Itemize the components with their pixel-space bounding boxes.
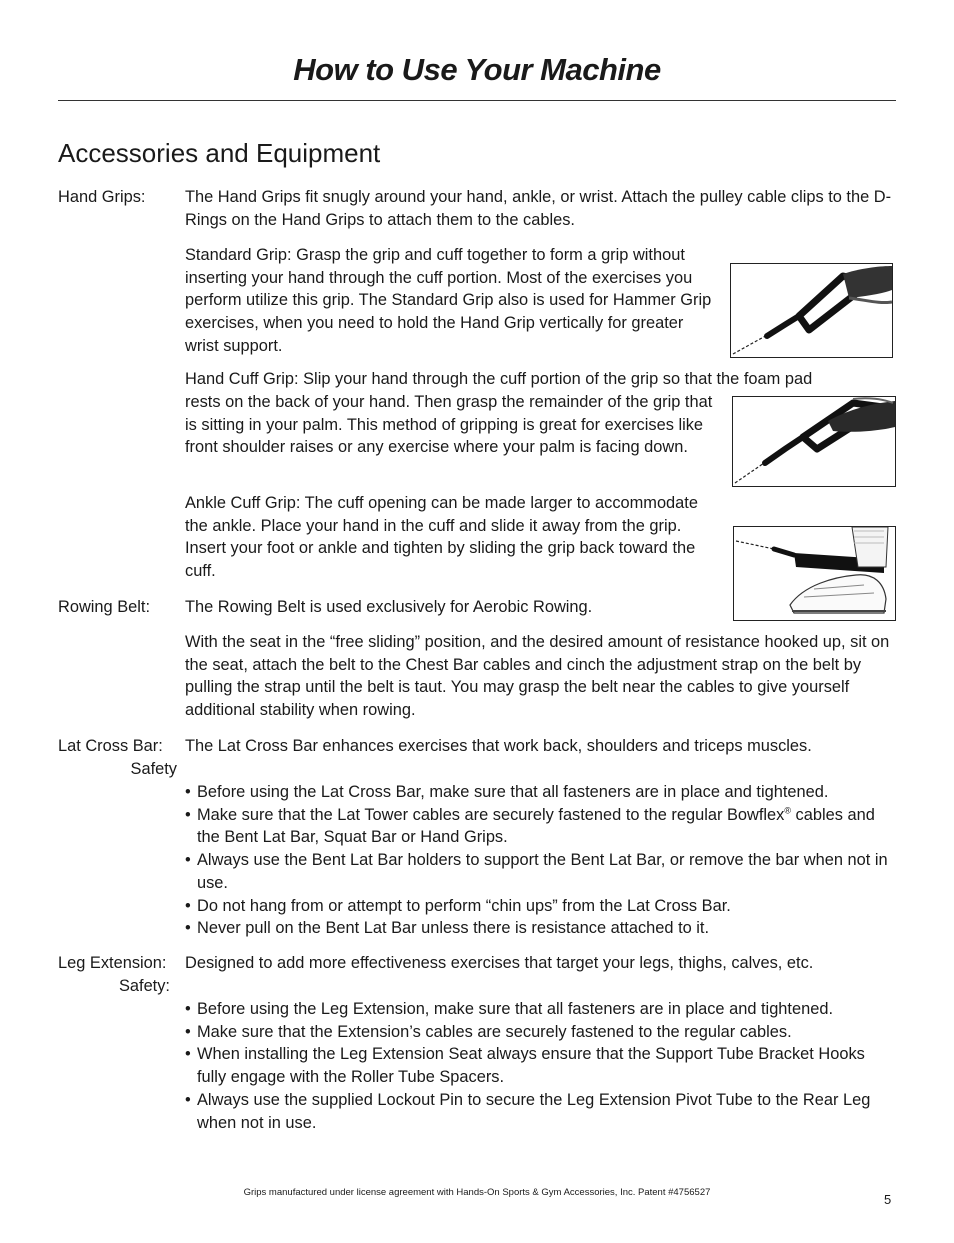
lat-cross-bar-intro: The Lat Cross Bar enhances exercises that work back, shoulders and triceps muscles.	[185, 737, 812, 755]
lat-cross-bar-label: Lat Cross Bar:	[58, 737, 163, 755]
leg-extension-safety-list	[185, 998, 897, 1134]
list-item: • Do not hang from or attempt to perform “chin ups” from the Lat Cross Bar.	[185, 895, 897, 918]
ankle-cuff-grip-illustration	[734, 527, 895, 620]
header-rule	[58, 100, 896, 101]
standard-grip-text: Standard Grip: Grasp the grip and cuff together to form a grip without inserting your hand through the cuff portion. Most of the exercises you perform utilize this grip. The Standard Grip also is used for Hammer Grip exercises, when you need to hold the Hand Grip vertically for greater wrist support.	[185, 246, 712, 355]
list-item-text-tail: cables and the Bent Lat Bar, Squat Bar or Hand Grips.	[197, 805, 875, 847]
standard-grip-illustration	[731, 264, 892, 357]
list-item	[185, 804, 897, 849]
lat-cross-bar-safety-label: Safety	[130, 760, 177, 778]
hand-cuff-grip-text: rests on the back of your hand. Then grasp the remainder of the grip that is sitting in your palm. This method of gripping is great for exercises like front shoulder raises or any exercise where your palm is facing down.	[185, 393, 713, 457]
patent-footnote: Grips manufactured under license agreement with Hands-On Sports & Gym Accessories, Inc. Patent #4756527	[243, 1187, 711, 1198]
page-title: How to Use Your Machine	[293, 52, 661, 87]
ankle-cuff-grip-photo	[733, 526, 896, 621]
list-item: • When installing the Leg Extension Seat always ensure that the Support Tube Bracket Hooks fully engage with the Roller Tube Spacers.	[185, 1043, 897, 1088]
leg-extension-safety-label: Safety:	[118, 977, 170, 995]
list-item: • Make sure that the Extension’s cables are securely fastened to the regular cables.	[185, 1021, 897, 1044]
list-item-text: Make sure that the Lat Tower cables are securely fastened to the regular Bowflex	[197, 805, 785, 824]
list-item: • Before using the Leg Extension, make sure that all fasteners are in place and tightened.	[185, 998, 897, 1021]
list-item: • Always use the supplied Lockout Pin to secure the Leg Extension Pivot Tube to the Rear Leg when not in use.	[185, 1089, 897, 1134]
lat-cross-bar-safety-list	[185, 781, 897, 940]
hand-grips-intro: The Hand Grips fit snugly around your hand, ankle, or wrist. Attach the pulley cable clips to the D-Rings on the Hand Grips to attach them to the cables.	[185, 188, 892, 229]
standard-grip-photo	[730, 263, 893, 358]
page-number: 5	[884, 1192, 892, 1207]
hand-cuff-grip-illustration	[733, 397, 895, 486]
rowing-belt-intro: The Rowing Belt is used exclusively for Aerobic Rowing.	[185, 598, 593, 616]
rowing-belt-label: Rowing Belt:	[58, 598, 151, 616]
hand-cuff-grip-photo	[732, 396, 896, 487]
list-item: • Always use the Bent Lat Bar holders to support the Bent Lat Bar, or remove the bar when not in use.	[185, 849, 897, 894]
section-title: Accessories and Equipment	[58, 138, 381, 168]
hand-cuff-grip-line: Hand Cuff Grip: Slip your hand through the cuff portion of the grip so that the foam pad	[185, 370, 813, 388]
rowing-belt-detail: With the seat in the “free sliding” position, and the desired amount of resistance hooked up, sit on the seat, attach the belt to the Chest Bar cables and cinch the adjustment strap on the belt by pulling the strap until the belt is taut. You may grasp the belt near the cables to give yourself additional stability when rowing.	[185, 633, 890, 720]
leg-extension-label: Leg Extension:	[58, 954, 167, 972]
hand-grips-label: Hand Grips:	[58, 188, 146, 206]
leg-extension-intro: Designed to add more effectiveness exercises that target your legs, thighs, calves, etc.	[185, 954, 814, 972]
list-item: • Never pull on the Bent Lat Bar unless there is resistance attached to it.	[185, 917, 897, 940]
registered-mark: ®	[784, 805, 791, 816]
ankle-cuff-grip-text: Ankle Cuff Grip: The cuff opening can be made larger to accommodate the ankle. Place your hand in the cuff and slide it away from the grip. Insert your foot or ankle and tighten by sliding the grip back toward the cuff.	[185, 494, 698, 581]
list-item: • Before using the Lat Cross Bar, make sure that all fasteners are in place and tightened.	[185, 781, 897, 804]
